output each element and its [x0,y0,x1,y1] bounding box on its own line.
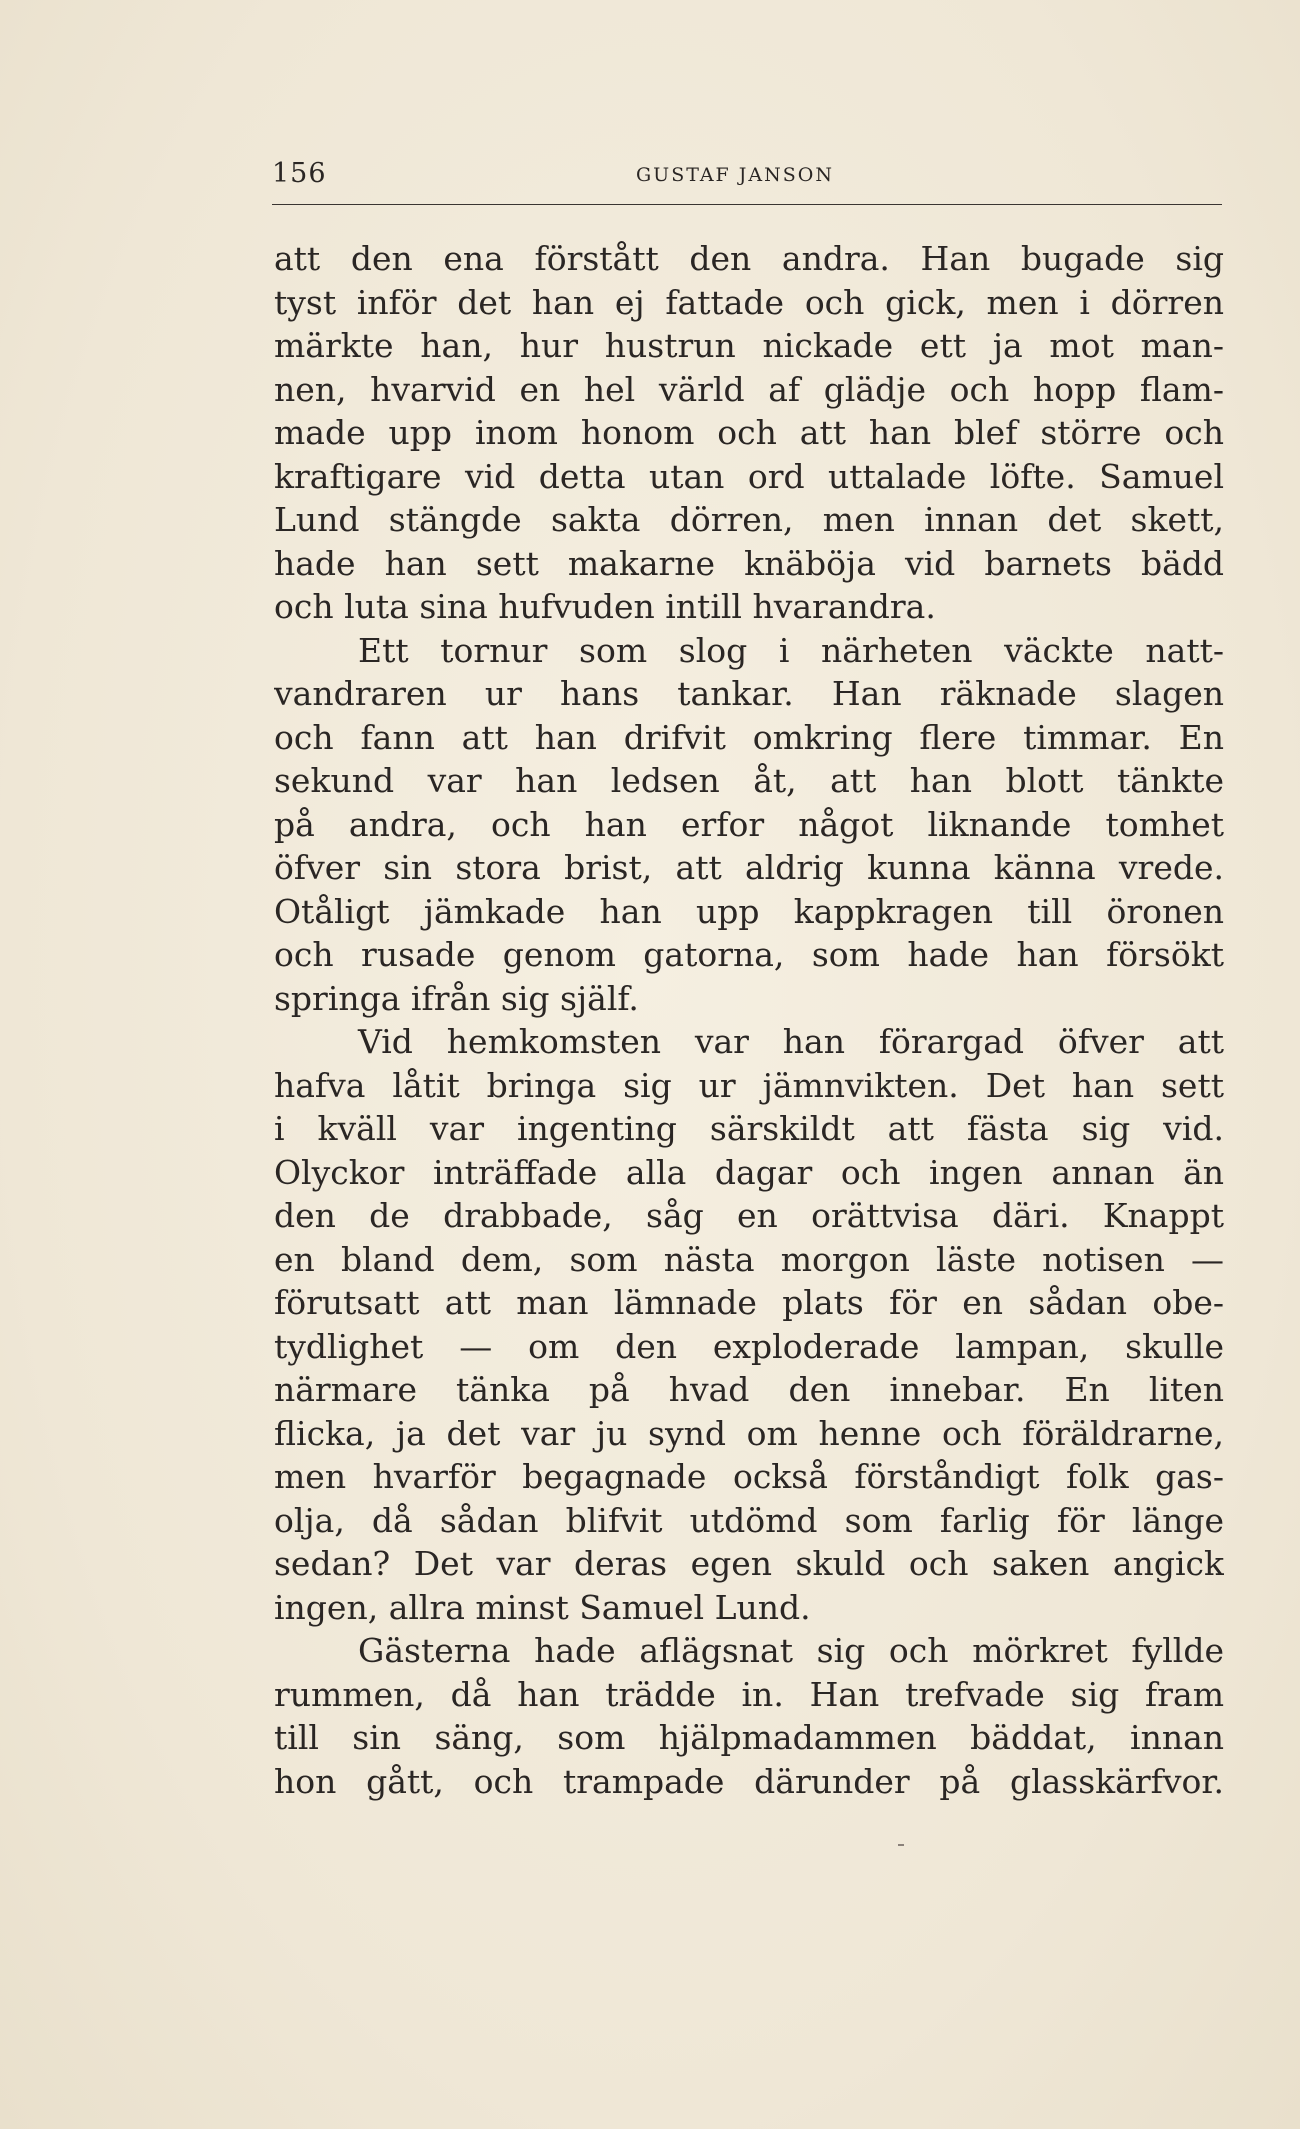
text-line: förutsatt att man lämnade plats för en sådan obe- [274,1283,1224,1322]
text-line: en bland dem, som nästa morgon läste notisen — [274,1239,1224,1279]
paper-speck [898,1844,904,1846]
text-line: Ett tornur som slog i närheten väckte natt- [358,630,1224,670]
text-line: Otåligt jämkade han upp kappkragen till öronen [274,891,1224,931]
running-head [272,158,1222,198]
text-line: och luta sina hufvuden intill hvarandra. [274,587,936,626]
text-line: närmare tänka på hvad den innebar. En liten [274,1370,1224,1409]
text-line: olja, då sådan blifvit utdömd som farlig för länge [274,1500,1224,1540]
text-line: på andra, och han erfor något liknande tomhet [274,804,1224,844]
text-line: men hvarför begagnade också förståndigt folk gas- [274,1457,1224,1496]
text-line: i kväll var ingenting särskildt att fästa sig vid. [274,1109,1224,1148]
text-line: vandraren ur hans tankar. Han räknade slagen [274,674,1224,713]
text-line: nen, hvarvid en hel värld af glädje och hopp flam- [274,369,1224,409]
text-line: Vid hemkomsten var han förargad öfver att [358,1022,1224,1061]
text-line: flicka, ja det var ju synd om henne och föräldrarne, [274,1413,1224,1453]
text-line: kraftigare vid detta utan ord uttalade löfte. Samuel [274,456,1224,496]
text-line: sedan? Det var deras egen skuld och saken angick [274,1544,1224,1583]
text-line: made upp inom honom och att han blef större och [274,413,1224,452]
text-line: märkte han, hur hustrun nickade ett ja mot man- [274,326,1224,365]
text-line: sekund var han ledsen åt, att han blott tänkte [274,761,1224,800]
text-line: ingen, allra minst Samuel Lund. [274,1587,811,1627]
text-line: hade han sett makarne knäböja vid barnets bädd [274,543,1224,583]
text-line: Olyckor inträffade alla dagar och ingen annan än [274,1152,1224,1192]
header-rule [272,204,1222,205]
text-line: öfver sin stora brist, att aldrig kunna känna vrede. [274,848,1224,887]
text-line: den de drabbade, såg en orättvisa däri. Knappt [274,1196,1224,1235]
text-line: att den ena förstått den andra. Han bugade sig [274,239,1224,278]
text-line: Lund stängde sakta dörren, men innan det skett, [274,500,1224,539]
text-line: tydlighet — om den exploderade lampan, skulle [274,1326,1224,1366]
page-number: 156 [272,158,327,189]
body-text [274,237,1224,1803]
text-line: Gästerna hade aflägsnat sig och mörkret fyllde [358,1631,1224,1670]
text-line: hafva låtit bringa sig ur jämnvikten. Det han sett [274,1065,1224,1105]
text-line: springa ifrån sig själf. [274,978,639,1018]
running-title: GUSTAF JANSON [636,164,834,186]
text-line: rummen, då han trädde in. Han trefvade sig fram [274,1674,1224,1714]
text-line: till sin säng, som hjälpmadammen bäddat, innan [274,1718,1224,1757]
text-line: tyst inför det han ej fattade och gick, men i dörren [274,282,1224,322]
text-line: och fann att han drifvit omkring flere timmar. En [274,717,1224,757]
text-line: hon gått, och trampade därunder på glasskärfvor. [274,1761,1224,1801]
text-line: och rusade genom gatorna, som hade han försökt [274,935,1224,974]
